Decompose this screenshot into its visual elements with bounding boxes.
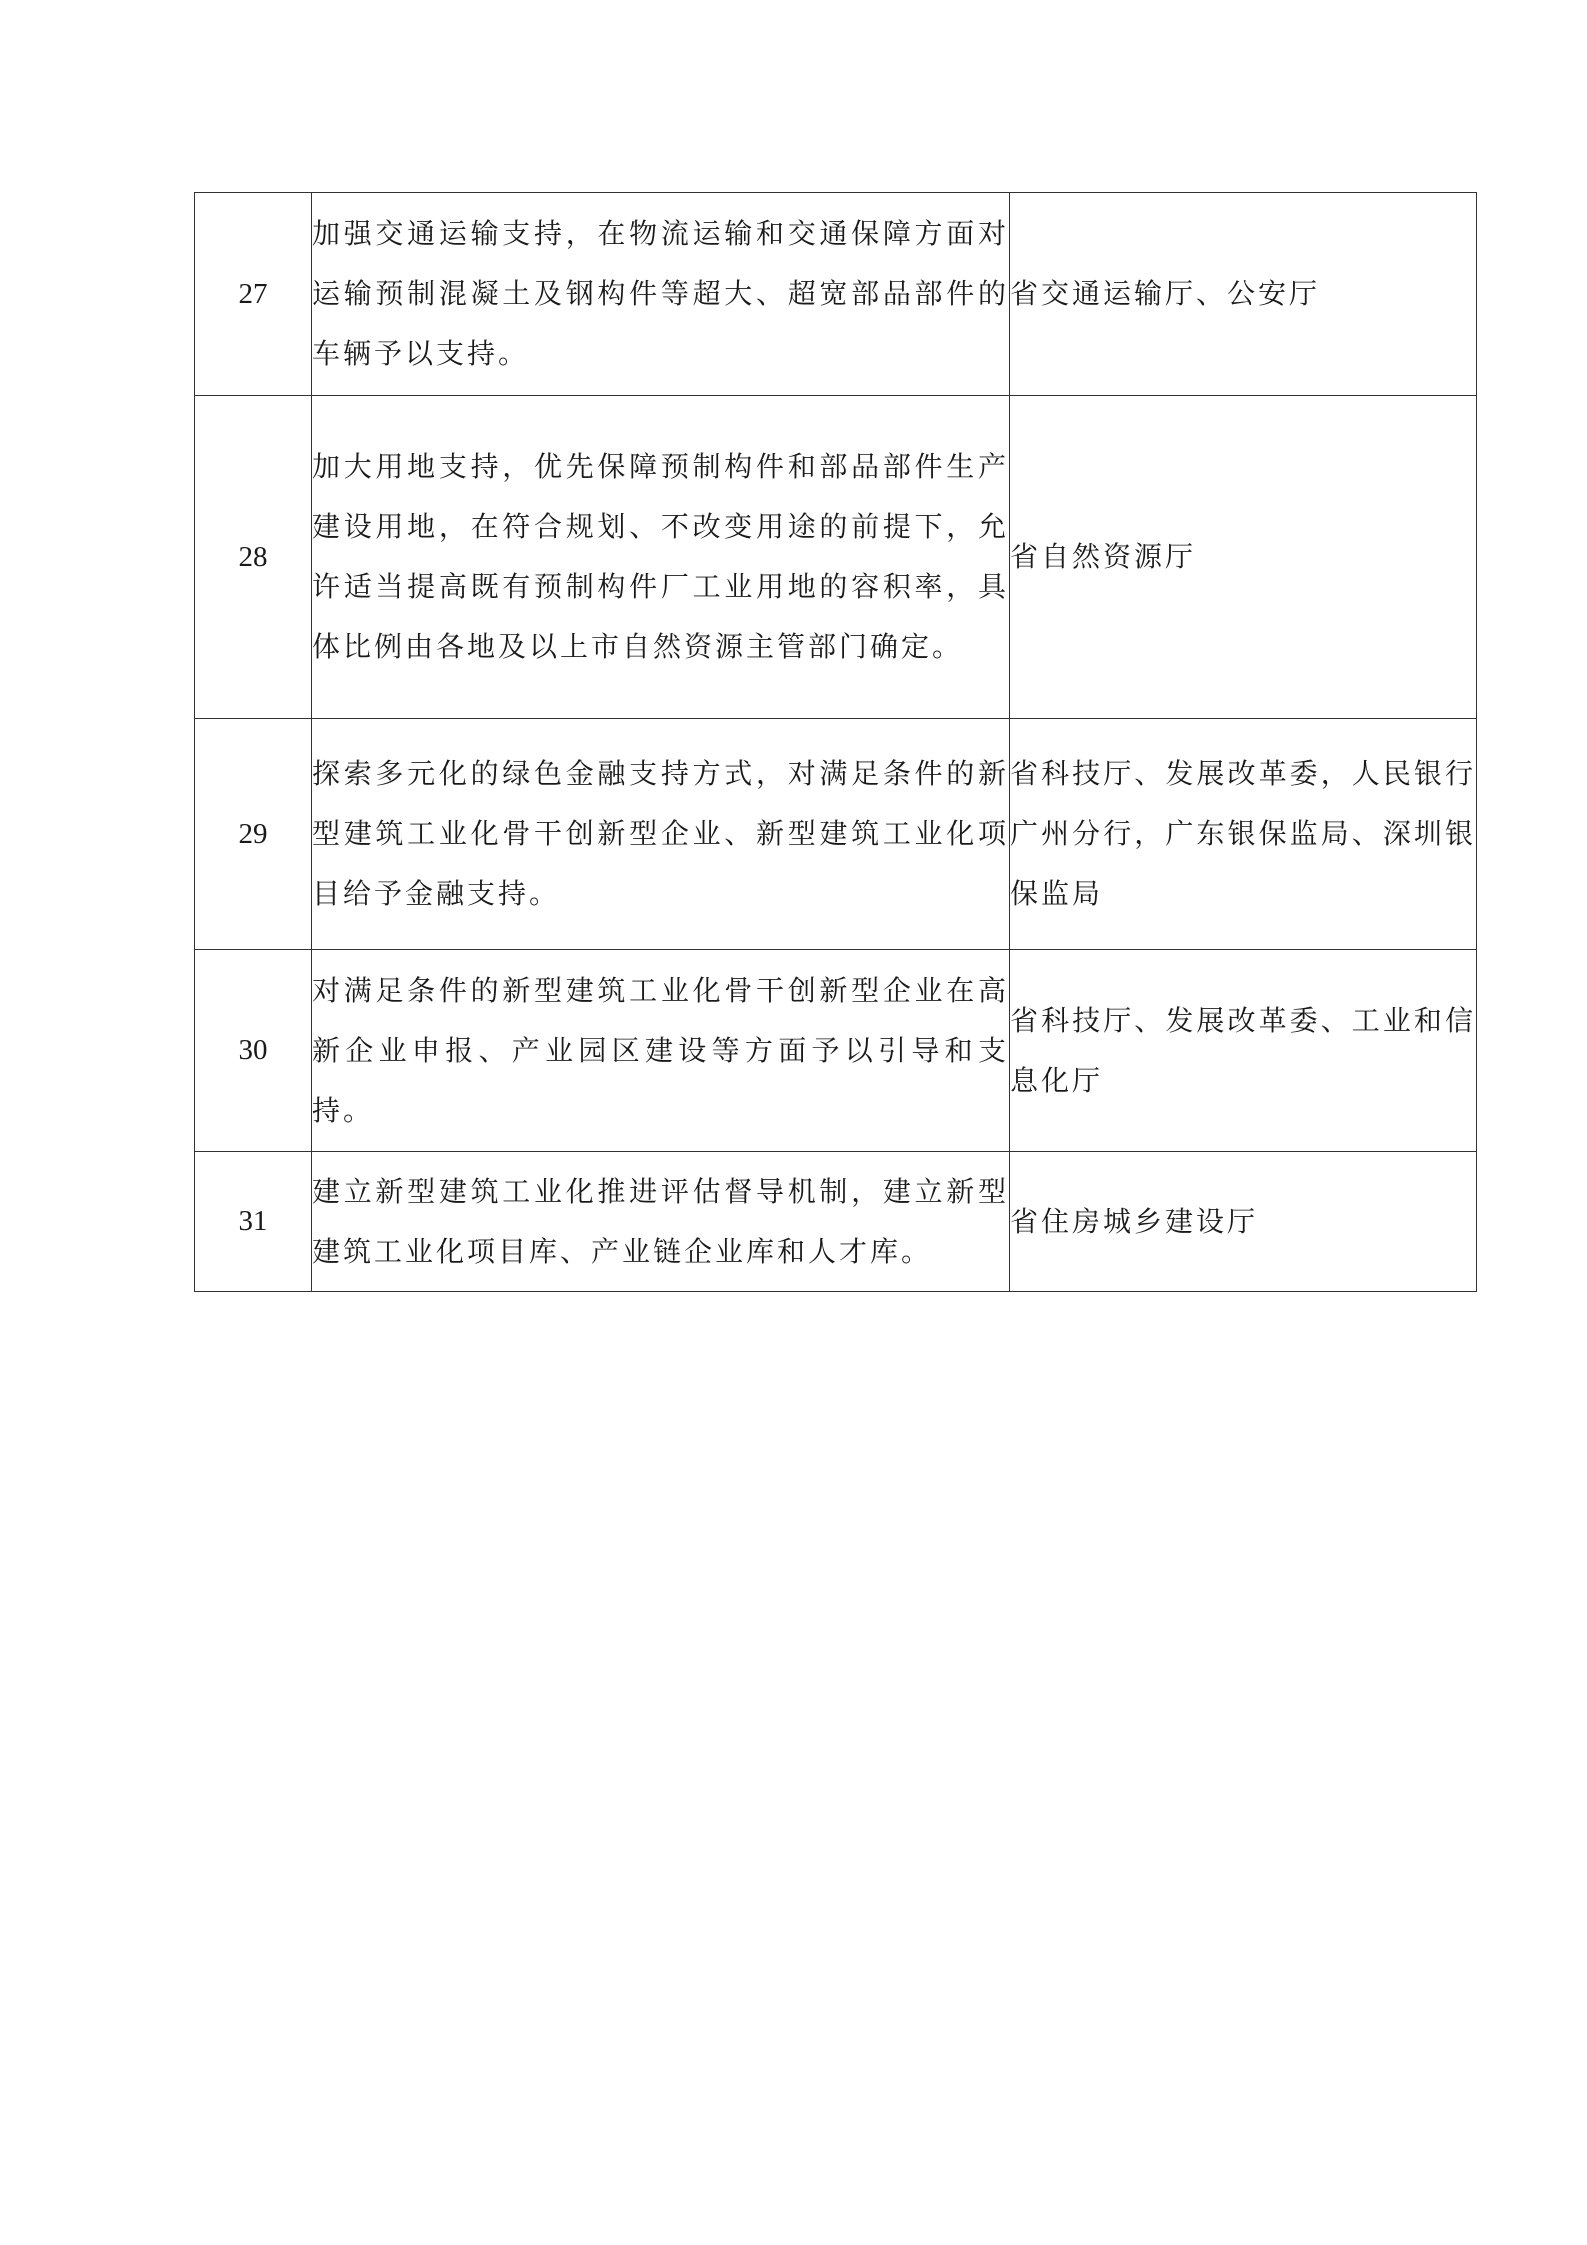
task-description: 对满足条件的新型建筑工业化骨干创新型企业在高新企业申报、产业园区建设等方面予以引导和支持。 [312,950,1010,1152]
task-description: 加强交通运输支持，在物流运输和交通保障方面对运输预制混凝土及钢构件等超大、超宽部品部件的车辆予以支持。 [312,193,1010,396]
task-description: 探索多元化的绿色金融支持方式，对满足条件的新型建筑工业化骨干创新型企业、新型建筑工业化项目给予金融支持。 [312,719,1010,950]
row-number: 28 [195,396,312,719]
responsible-department: 省住房城乡建设厅 [1010,1152,1477,1292]
row-number: 30 [195,950,312,1152]
table-row [195,719,1477,950]
table-row [195,396,1477,719]
row-number: 29 [195,719,312,950]
table-row [195,193,1477,396]
task-description: 建立新型建筑工业化推进评估督导机制，建立新型建筑工业化项目库、产业链企业库和人才库。 [312,1152,1010,1292]
table-row [195,1152,1477,1292]
responsible-department: 省交通运输厅、公安厅 [1010,193,1477,396]
row-number: 27 [195,193,312,396]
task-description: 加大用地支持，优先保障预制构件和部品部件生产建设用地，在符合规划、不改变用途的前提下，允许适当提高既有预制构件厂工业用地的容积率，具体比例由各地及以上市自然资源主管部门确定。 [312,396,1010,719]
policy-task-table [194,192,1477,1292]
responsible-department: 省科技厅、发展改革委，人民银行广州分行，广东银保监局、深圳银保监局 [1010,719,1477,950]
table-row [195,950,1477,1152]
row-number: 31 [195,1152,312,1292]
responsible-department: 省自然资源厅 [1010,396,1477,719]
responsible-department: 省科技厅、发展改革委、工业和信息化厅 [1010,950,1477,1152]
